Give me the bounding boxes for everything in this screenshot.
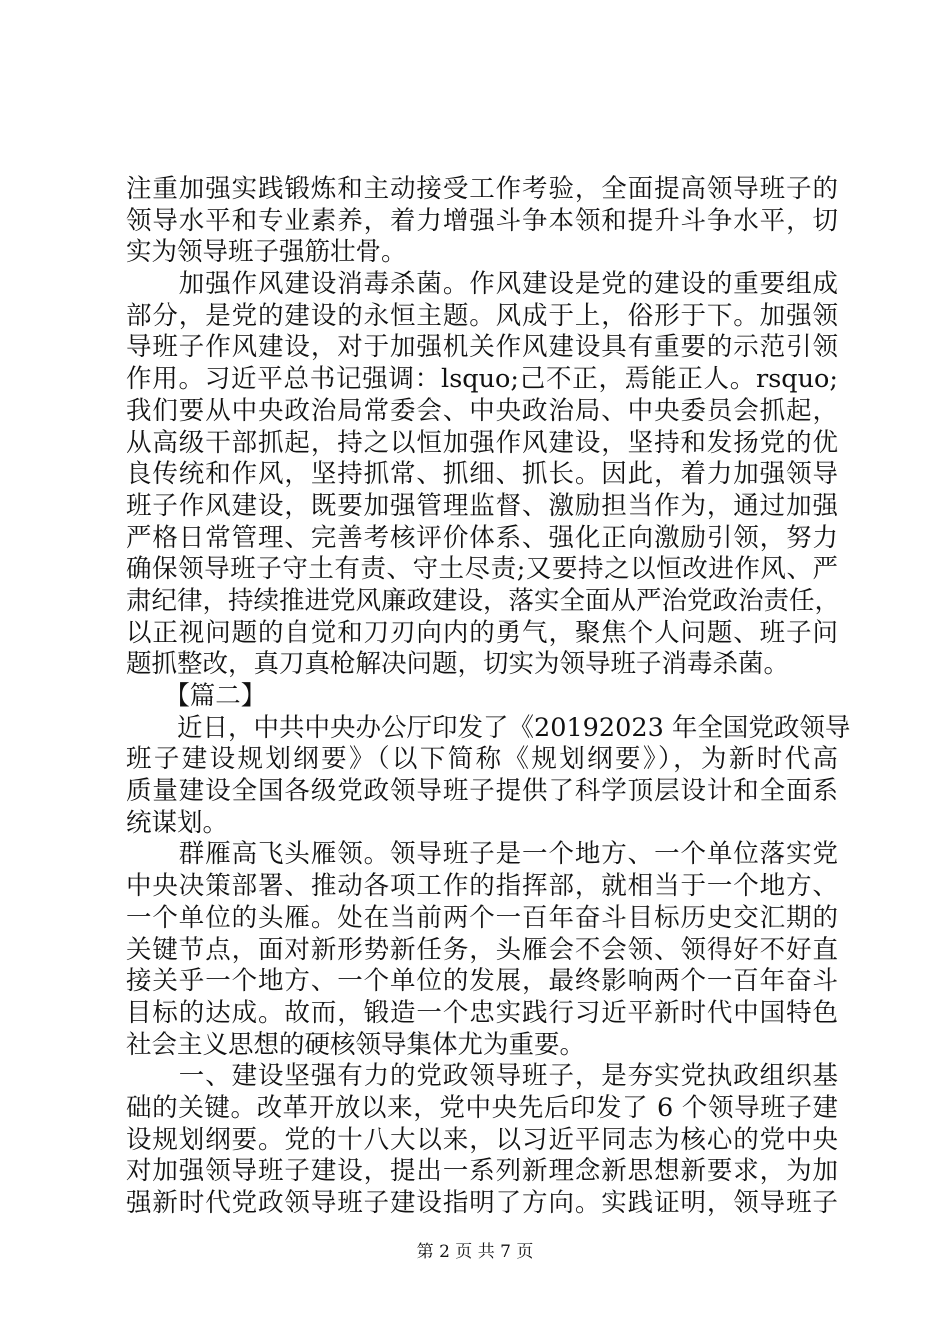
document-body: [126, 174, 851, 1220]
text-line: 加强作风建设消毒杀菌。作风建设是党的建设的重要组成: [126, 269, 838, 300]
text-line: 作用。习近平总书记强调：lsquo;己不正，焉能正人。rsquo;: [126, 364, 838, 395]
text-line: 目标的达成。故而，锻造一个忠实践行习近平新时代中国特色: [126, 997, 838, 1028]
text-line: 统谋划。: [126, 807, 229, 838]
text-line: 以正视问题的自觉和刀刃向内的勇气，聚焦个人问题、班子问: [126, 617, 838, 648]
text-line: 设规划纲要。党的十八大以来，以习近平同志为核心的党中央: [126, 1124, 838, 1155]
text-line: 质量建设全国各级党政领导班子提供了科学顶层设计和全面系: [126, 776, 838, 807]
page-footer: 第 2 页 共 7 页: [416, 1242, 534, 1262]
text-line: 领导水平和专业素养，着力增强斗争本领和提升斗争水平，切: [126, 205, 838, 236]
text-line: 群雁高飞头雁领。领导班子是一个地方、一个单位落实党: [126, 839, 838, 870]
text-line: 中央决策部署、推动各项工作的指挥部，就相当于一个地方、: [126, 871, 838, 902]
text-line: 肃纪律，持续推进党风廉政建设，落实全面从严治党政治责任，: [126, 585, 841, 616]
text-line: 题抓整改，真刀真枪解决问题，切实为领导班子消毒杀菌。: [126, 649, 790, 680]
text-line: 班子作风建设，既要加强管理监督、激励担当作为，通过加强: [126, 490, 838, 521]
text-line: 严格日常管理、完善考核评价体系、强化正向激励引领，努力: [126, 522, 838, 553]
text-line: 一个单位的头雁。处在当前两个一百年奋斗目标历史交汇期的: [126, 902, 838, 933]
text-line: 社会主义思想的硬核领导集体尤为重要。: [126, 1029, 586, 1060]
text-line: 础的关键。改革开放以来，党中央先后印发了 6 个领导班子建: [126, 1092, 838, 1123]
text-line: 强新时代党政领导班子建设指明了方向。实践证明，领导班子: [126, 1188, 838, 1218]
text-line: 导班子作风建设，对于加强机关作风建设具有重要的示范引领: [126, 332, 838, 363]
text-line: 【篇二】: [126, 681, 267, 711]
text-line: 实为领导班子强筋壮骨。: [126, 237, 407, 268]
text-line: 班子建设规划纲要》（以下简称《规划纲要》），为新时代高: [126, 744, 838, 775]
text-line: 良传统和作风，坚持抓常、抓细、抓长。因此，着力加强领导: [126, 459, 838, 490]
text-line: 注重加强实践锻炼和主动接受工作考验，全面提高领导班子的: [126, 174, 838, 204]
text-line: 我们要从中央政治局常委会、中央政治局、中央委员会抓起，: [126, 395, 838, 426]
text-line: 一、建设坚强有力的党政领导班子，是夯实党执政组织基: [126, 1061, 838, 1092]
text-line: 部分，是党的建设的永恒主题。风成于上，俗形于下。加强领: [126, 300, 838, 331]
text-line: 从高级干部抓起，持之以恒加强作风建设，坚持和发扬党的优: [126, 427, 838, 458]
text-line: 关键节点，面对新形势新任务，头雁会不会领、领得好不好直: [126, 934, 838, 965]
text-line: 接关乎一个地方、一个单位的发展，最终影响两个一百年奋斗: [126, 966, 838, 997]
text-line: 近日，中共中央办公厅印发了《20192023 年全国党政领导: [126, 712, 851, 743]
text-line: 确保领导班子守土有责、守土尽责;又要持之以恒改进作风、严: [126, 554, 838, 585]
text-line: 对加强领导班子建设，提出一系列新理念新思想新要求，为加: [126, 1156, 838, 1187]
